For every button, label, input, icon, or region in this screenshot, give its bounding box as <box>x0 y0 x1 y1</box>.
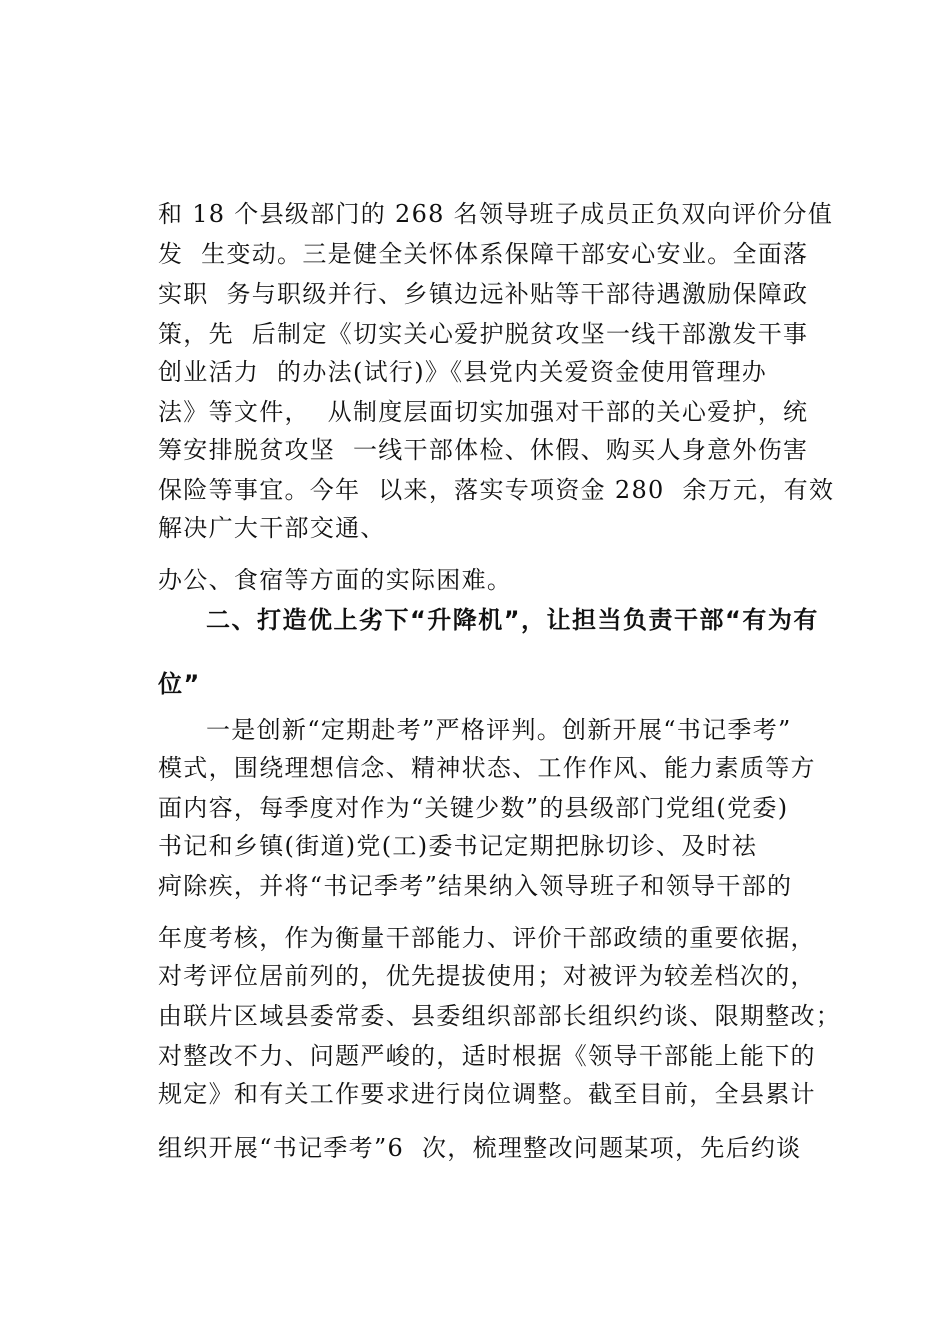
text-line: 对考评位居前列的，优先提拔使用；对被评为较差档次的， <box>158 962 816 990</box>
text-line: 保险等事宜。今年 以来，落实专项资金 280 余万元，有效 <box>158 476 835 504</box>
text-line: 创业活力 的办法(试行)》《县党内关爱资金使用管理办 <box>158 358 768 386</box>
text-line: 筹安排脱贫攻坚 一线干部体检、休假、购买人身意外伤害 <box>158 436 809 464</box>
text-line: 由联片区域县委常委、县委组织部部长组织约谈、限期整改； <box>158 1002 842 1030</box>
text-line: 和 18 个县级部门的 268 名领导班子成员正负双向评价分值 <box>158 200 834 228</box>
section-heading: 二、打造优上劣下“升降机”，让担当负责干部“有为有 <box>206 606 819 634</box>
text-line: 实职 务与职级并行、乡镇边远补贴等干部待遇激励保障政 <box>158 280 809 308</box>
text-line: 策，先 后制定《切实关心爱护脱贫攻坚一线干部激发干事 <box>158 320 809 348</box>
text-line: 法》等文件， 从制度层面切实加强对干部的关心爱护，统 <box>158 398 809 426</box>
text-line: 模式，围绕理想信念、精神状态、工作作风、能力素质等方 <box>158 754 816 782</box>
text-line: 办公、食宿等方面的实际困难。 <box>158 566 513 594</box>
text-line: 组织开展“书记季考”6 次，梳理整改问题某项，先后约谈 <box>158 1134 802 1162</box>
text-line: 解决广大干部交通、 <box>158 514 386 542</box>
text-line: 面内容，每季度对作为“关键少数”的县级部门党组(党委) <box>158 794 789 822</box>
text-line: 书记和乡镇(街道)党(工)委书记定期把脉切诊、及时祛 <box>158 832 758 860</box>
text-line: 对整改不力、问题严峻的，适时根据《领导干部能上能下的 <box>158 1042 816 1070</box>
text-line: 年度考核，作为衡量干部能力、评价干部政绩的重要依据， <box>158 924 816 952</box>
text-line: 一是创新“定期赴考”严格评判。创新开展“书记季考” <box>206 716 792 744</box>
text-line: 发 生变动。三是健全关怀体系保障干部安心安业。全面落 <box>158 240 809 268</box>
section-heading-continued: 位” <box>158 670 201 698</box>
text-line: 疴除疾，并将“书记季考”结果纳入领导班子和领导干部的 <box>158 872 793 900</box>
text-line: 规定》和有关工作要求进行岗位调整。截至目前，全县累计 <box>158 1080 816 1108</box>
